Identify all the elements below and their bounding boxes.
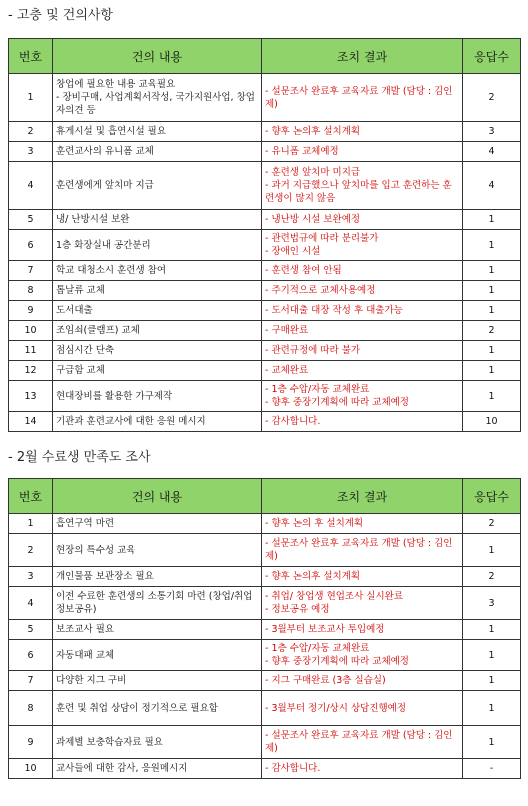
action-result [262,412,463,432]
col-header-content: 건의 내용 [53,479,262,514]
result-line: - 훈련생 앞치마 미지급 [265,167,361,178]
content-line: 휴게시설 및 흡연시설 필요 [56,126,167,137]
response-count: 1 [463,620,521,640]
table-row [9,74,521,122]
col-header-content: 건의 내용 [53,39,262,74]
response-count: 4 [463,142,521,162]
result-line: - 장애인 시설 [265,246,321,257]
content-line: 훈련교사의 유니폼 교체 [56,146,154,157]
response-count: - [463,759,521,779]
result-line: - 3월부터 정기/상시 상담진행예정 [265,702,407,714]
table-row [9,381,521,412]
row-number: 2 [9,122,53,142]
table-row [9,671,521,691]
suggestion-content [53,412,262,432]
col-header-result: 조치 결과 [262,479,463,514]
suggestion-content [53,691,262,726]
content-line: 창업에 필요한 내용 교육필요 [56,79,176,90]
col-header-count: 응답수 [463,39,521,74]
content-line: 학교 대청소시 훈련생 참여 [56,265,167,276]
result-line: - 향후 논의 후 설치계획 [265,518,364,529]
response-count: 2 [463,321,521,341]
action-result [262,162,463,210]
table-row [9,534,521,567]
result-line: - 유니폼 교체예정 [265,146,339,157]
suggestion-content [53,514,262,534]
col-header-result: 조치 결과 [262,39,463,74]
content-line: 이전 수료한 훈련생의 소통기회 마련 (창업/취업정보공유) [56,591,253,615]
response-count: 3 [463,122,521,142]
row-number: 9 [9,301,53,321]
suggestion-content [53,567,262,587]
result-line: - 1층 수압/자동 교체완료 [265,384,370,395]
response-count: 4 [463,162,521,210]
satisfaction-table [8,478,521,779]
content-line: 훈련생에게 앞치마 지급 [56,180,154,191]
response-count: 2 [463,567,521,587]
action-result [262,210,463,230]
row-number: 1 [9,74,53,122]
suggestions-table [8,38,521,432]
response-count: 1 [463,726,521,759]
row-number: 14 [9,412,53,432]
row-number: 4 [9,587,53,620]
table-row [9,412,521,432]
table-row [9,759,521,779]
response-count: 1 [463,261,521,281]
result-line: - 과거 지급했으나 앞치마를 입고 훈련하는 훈련생이 많지 않음 [265,180,452,204]
response-count: 1 [463,671,521,691]
row-number: 13 [9,381,53,412]
table-row [9,142,521,162]
response-count: 1 [463,281,521,301]
table-body [9,514,521,779]
content-line: 기관과 훈련교사에 대한 응원 메시지 [56,416,206,427]
action-result [262,230,463,261]
content-line: 조임쇠(클램프) 교체 [56,325,140,336]
action-result [262,142,463,162]
suggestion-content [53,671,262,691]
suggestion-content [53,74,262,122]
row-number: 6 [9,230,53,261]
table-row [9,261,521,281]
row-number: 8 [9,281,53,301]
response-count: 1 [463,210,521,230]
table-row [9,301,521,321]
response-count: 1 [463,230,521,261]
result-line: - 감사합니다. [265,763,321,774]
suggestion-content [53,341,262,361]
suggestion-content [53,142,262,162]
content-line: 현대장비를 활용한 가구제작 [56,390,173,402]
result-line: - 관련법규에 따라 분리불가 [265,233,379,244]
content-line: - 장비구매, 사업계획서작성, 국가지원사업, 창업자의견 등 [56,92,255,116]
table-row [9,341,521,361]
action-result [262,587,463,620]
content-line: 흡연구역 마련 [56,518,115,529]
action-result [262,321,463,341]
action-result [262,74,463,122]
section2-title: - 2월 수료생 만족도 조사 [8,450,151,465]
result-line: - 관련규정에 따라 불가 [265,345,361,356]
suggestion-content [53,162,262,210]
result-line: - 취업/ 창업생 현업조사 실시완료 [265,591,404,602]
result-line: - 도서대출 대장 작성 후 대출가능 [265,305,403,316]
response-count: 1 [463,301,521,321]
table-row [9,620,521,640]
result-line: - 교체완료 [265,365,309,376]
result-line: - 지그 구매완료 (3층 실습실) [265,675,386,686]
table-row [9,230,521,261]
row-number: 9 [9,726,53,759]
result-line: - 향후 논의후 설치계획 [265,126,361,137]
col-header-count: 응답수 [463,479,521,514]
result-line: - 설문조사 완료후 교육자료 개발 (담당 : 김인제) [265,85,453,110]
result-line: - 3월부터 보조교사 투입예정 [265,624,385,635]
action-result [262,691,463,726]
table-row [9,162,521,210]
action-result [262,341,463,361]
content-line: 냉/ 난방시설 보완 [56,214,130,225]
row-number: 5 [9,210,53,230]
result-line: - 훈련생 참여 안됨 [265,265,342,276]
row-number: 7 [9,671,53,691]
action-result [262,122,463,142]
suggestion-content [53,261,262,281]
suggestion-content [53,210,262,230]
action-result [262,567,463,587]
table-row [9,640,521,671]
content-line: 1층 화장실내 공간분리 [56,239,151,251]
table-row [9,587,521,620]
result-line: - 1층 수압/자동 교체완료 [265,643,370,654]
response-count: 1 [463,361,521,381]
row-number: 3 [9,142,53,162]
content-line: 도서대출 [56,305,93,316]
action-result [262,620,463,640]
table-row [9,210,521,230]
content-line: 과제별 보충학습자료 필요 [56,736,163,748]
action-result [262,301,463,321]
response-count: 1 [463,341,521,361]
suggestion-content [53,301,262,321]
suggestion-content [53,230,262,261]
suggestion-content [53,620,262,640]
suggestion-content [53,321,262,341]
action-result [262,281,463,301]
suggestion-content [53,361,262,381]
content-line: 현장의 특수성 교육 [56,544,136,556]
suggestion-content [53,587,262,620]
content-line: 점심시간 단축 [56,345,115,356]
result-line: - 냉난방 시설 보완예정 [265,214,361,225]
row-number: 6 [9,640,53,671]
section1-title: - 고충 및 건의사항 [8,8,113,23]
suggestion-content [53,759,262,779]
row-number: 5 [9,620,53,640]
row-number: 2 [9,534,53,567]
row-number: 11 [9,341,53,361]
table-row [9,361,521,381]
row-number: 4 [9,162,53,210]
content-line: 훈련 및 취업 상담이 정기적으로 필요함 [56,702,218,714]
content-line: 자동대패 교체 [56,649,115,661]
table-body [9,74,521,432]
table-row [9,691,521,726]
response-count: 3 [463,587,521,620]
action-result [262,361,463,381]
action-result [262,514,463,534]
response-count: 2 [463,514,521,534]
content-line: 구급함 교체 [56,365,105,376]
action-result [262,726,463,759]
row-number: 10 [9,759,53,779]
col-header-number: 번호 [9,39,53,74]
table-row [9,122,521,142]
result-line: - 주기적으로 교체사용예정 [265,285,376,296]
result-line: - 향후 논의후 설치계획 [265,571,361,582]
response-count: 2 [463,74,521,122]
table-header [9,39,521,74]
action-result [262,381,463,412]
action-result [262,671,463,691]
response-count: 1 [463,691,521,726]
table-row [9,514,521,534]
response-count: 1 [463,534,521,567]
result-line: - 감사합니다. [265,416,321,427]
result-line: - 설문조사 완료후 교육자료 개발 (담당 : 김인제) [265,730,453,754]
suggestion-content [53,534,262,567]
row-number: 1 [9,514,53,534]
response-count: 10 [463,412,521,432]
response-count: 1 [463,640,521,671]
response-count: 1 [463,381,521,412]
suggestion-content [53,726,262,759]
action-result [262,759,463,779]
table-row [9,567,521,587]
col-header-number: 번호 [9,479,53,514]
table-row [9,321,521,341]
row-number: 7 [9,261,53,281]
suggestion-content [53,281,262,301]
result-line: - 향후 중장기계획에 따라 교체예정 [265,397,409,408]
content-line: 보조교사 필요 [56,624,115,635]
table-header [9,479,521,514]
action-result [262,640,463,671]
suggestion-content [53,381,262,412]
content-line: 교사들에 대한 감사, 응원메시지 [56,763,188,774]
suggestion-content [53,640,262,671]
action-result [262,261,463,281]
row-number: 3 [9,567,53,587]
suggestion-content [53,122,262,142]
content-line: 톱날류 교체 [56,285,105,296]
result-line: - 정보공유 예정 [265,604,330,615]
content-line: 다양한 지그 구비 [56,675,127,686]
row-number: 10 [9,321,53,341]
result-line: - 구매완료 [265,325,309,336]
row-number: 8 [9,691,53,726]
content-line: 개인물품 보관장소 필요 [56,571,154,582]
result-line: - 향후 중장기계획에 따라 교체예정 [265,656,409,667]
action-result [262,534,463,567]
table-row [9,726,521,759]
table-row [9,281,521,301]
row-number: 12 [9,361,53,381]
result-line: - 설문조사 완료후 교육자료 개발 (담당 : 김인제) [265,538,453,562]
